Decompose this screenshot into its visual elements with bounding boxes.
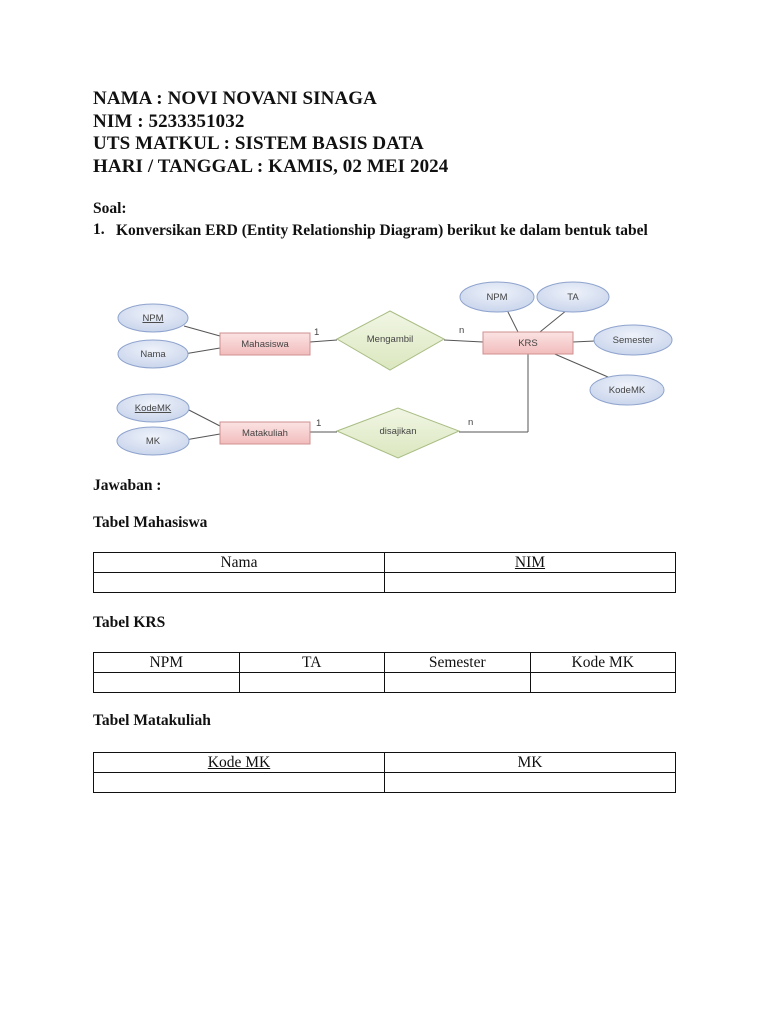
table-header-row [94,553,676,573]
svg-text:MK: MK [145,436,161,447]
column-ta: TA [239,653,385,673]
table-title-matakuliah: Tabel Matakuliah [93,712,211,729]
svg-text:TA: TA [567,292,579,303]
relation-mengambil [337,311,444,370]
column-npm: NPM [94,653,240,673]
attribute-kodemk [117,394,189,422]
attribute-ta [537,282,609,312]
table-row [94,673,676,693]
attribute-npm [118,304,188,332]
table-title-krs: Tabel KRS [93,614,166,631]
answer-label: Jawaban : [93,477,162,494]
svg-text:NPM: NPM [142,313,164,324]
svg-text:Mahasiswa: Mahasiswa [241,339,289,350]
attribute-krs-npm [460,282,534,312]
table-krs [93,652,676,693]
student-name: NAMA : NOVI NOVANI SINAGA [93,88,378,109]
svg-text:Nama: Nama [140,349,166,360]
table-cell [94,673,240,693]
column-nim: NIM [385,553,676,573]
attribute-nama [118,340,188,368]
svg-text:KRS: KRS [518,338,538,349]
svg-text:Matakuliah: Matakuliah [242,428,288,439]
table-cell [94,573,385,593]
table-cell [239,673,385,693]
table-cell [385,773,676,793]
table-cell [385,673,531,693]
table-title-mahasiswa: Tabel Mahasiswa [93,514,208,531]
attribute-semester [594,325,672,355]
svg-text:Semester: Semester [612,335,654,346]
svg-text:NPM: NPM [486,292,508,303]
attribute-mk [117,427,189,455]
svg-text:KodeMK: KodeMK [134,403,172,414]
exam-course: UTS MATKUL : SISTEM BASIS DATA [93,133,424,154]
table-cell [530,673,676,693]
cardinality-mengambil-1: 1 [314,327,320,338]
relation-disajikan [337,408,459,458]
question-text: Konversikan ERD (Entity Relationship Diagram) berikut ke dalam bentuk tabel [116,222,648,239]
column-nama: Nama [94,553,385,573]
entity-mahasiswa [220,333,310,355]
table-cell [385,573,676,593]
entity-matakuliah [220,422,310,444]
svg-text:KodeMK: KodeMK [608,385,646,396]
table-row [94,773,676,793]
table-cell [94,773,385,793]
column-semester: Semester [385,653,531,673]
svg-text:Mengambil: Mengambil [366,334,414,345]
svg-text:disajikan: disajikan [379,426,417,437]
column-mk: MK [385,753,676,773]
column-kode-mk: Kode MK [530,653,676,673]
question-label: Soal: [93,200,127,217]
cardinality-mengambil-n: n [459,325,465,336]
erd-diagram [100,276,680,472]
table-header-row [94,753,676,773]
attribute-krs-kodemk [590,375,664,405]
entity-krs [483,332,573,354]
cardinality-disajikan-n: n [468,417,474,428]
student-nim: NIM : 5233351032 [93,110,245,132]
student-header [93,88,448,178]
question-number: 1. [93,221,105,238]
table-mahasiswa [93,552,676,593]
table-header-row [94,653,676,673]
column-kode-mk: Kode MK [94,753,385,773]
table-row [94,573,676,593]
table-matakuliah [93,752,676,793]
cardinality-disajikan-1: 1 [316,418,322,429]
exam-date: HARI / TANGGAL : KAMIS, 02 MEI 2024 [93,155,449,177]
